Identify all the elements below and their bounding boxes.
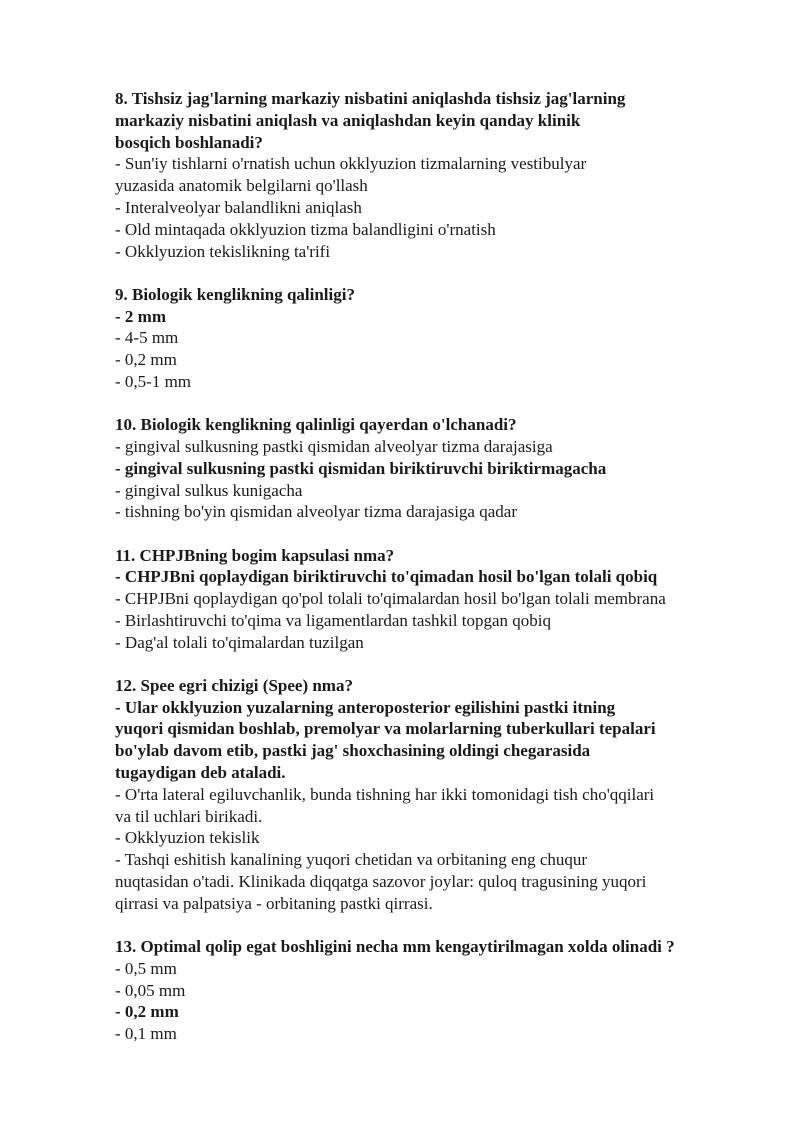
- answer-option-line: - Dag'al tolali to'qimalardan tuzilgan: [115, 632, 364, 652]
- answer-option: [115, 327, 795, 349]
- answer-option-line: yuqori qismidan boshlab, premolyar va molarlarning tuberkullari tepalari: [115, 719, 656, 739]
- question-block: [115, 675, 795, 915]
- question-title-line: markaziy nisbatini aniqlash va aniqlashdan keyin qanday klinik: [115, 110, 581, 130]
- answer-option-line: - Ular okklyuzion yuzalarning anteroposterior egilishini pastki itning: [115, 697, 616, 717]
- answer-option-line: - gingival sulkusning pastki qismidan alveolyar tizma darajasiga: [115, 436, 553, 456]
- question-title: [115, 545, 795, 567]
- answer-option: [115, 588, 795, 610]
- question-title: [115, 936, 795, 958]
- question-title: [115, 284, 795, 306]
- answer-option-line: - 4-5 mm: [115, 328, 179, 348]
- answer-option-line: va til uchlari birikadi.: [115, 806, 263, 826]
- answer-option-line: - O'rta lateral egiluvchanlik, bunda tishning har ikki tomonidagi tish cho'qqilari: [115, 784, 655, 804]
- answer-option-line: qirrasi va palpatsiya - orbitaning pastki qirrasi.: [115, 893, 433, 913]
- answer-option-line: - gingival sulkusning pastki qismidan biriktiruvchi biriktirmagacha: [115, 458, 607, 478]
- answer-option: [115, 632, 795, 654]
- answer-option-line: - Sun'iy tishlarni o'rnatish uchun okklyuzion tizmalarning vestibulyar: [115, 154, 587, 174]
- answer-option-line: - Interalveolyar balandlikni aniqlash: [115, 197, 362, 217]
- answer-option: [115, 219, 795, 241]
- question-title: [115, 414, 795, 436]
- answer-option-line: - 0,05 mm: [115, 980, 186, 1000]
- answer-option: [115, 980, 795, 1002]
- answer-option: [115, 349, 795, 371]
- answer-option-line: tugaydigan deb ataladi.: [115, 763, 286, 783]
- answer-option-correct: [115, 1001, 795, 1023]
- answer-option-line: - Old mintaqada okklyuzion tizma balandligini o'rnatish: [115, 219, 496, 239]
- answer-option: [115, 501, 795, 523]
- answer-option-line: - CHPJBni qoplaydigan qo'pol tolali to'qimalardan hosil bo'lgan tolali membrana: [115, 589, 666, 609]
- answer-option-line: nuqtasidan o'tadi. Klinikada diqqatga sazovor joylar: quloq tragusining yuqori: [115, 872, 647, 892]
- answer-option-line: - Okklyuzion tekislik: [115, 828, 260, 848]
- answer-option-line: - Tashqi eshitish kanalining yuqori chetidan va orbitaning eng chuqur: [115, 850, 588, 870]
- answer-option-line: - tishning bo'yin qismidan alveolyar tizma darajasiga qadar: [115, 502, 517, 522]
- question-title-line: 9. Biologik kenglikning qalinligi?: [115, 284, 355, 304]
- answer-option: [115, 480, 795, 502]
- answer-option: [115, 827, 795, 849]
- question-block: [115, 936, 795, 1045]
- question-block: [115, 414, 795, 523]
- answer-option-line: - 0,5-1 mm: [115, 371, 192, 391]
- question-title-line: 13. Optimal qolip egat boshligini necha mm kengaytirilmagan xolda olinadi ?: [115, 937, 675, 957]
- answer-option-correct: [115, 306, 795, 328]
- answer-option-line: yuzasida anatomik belgilarni qo'llash: [115, 176, 368, 196]
- answer-option: [115, 436, 795, 458]
- question-block: [115, 545, 795, 654]
- answer-option-line: - 0,1 mm: [115, 1024, 177, 1044]
- question-title-line: 10. Biologik kenglikning qalinligi qayerdan o'lchanadi?: [115, 415, 517, 435]
- answer-option-line: - 0,5 mm: [115, 958, 177, 978]
- answer-option: [115, 610, 795, 632]
- question-title: [115, 88, 795, 153]
- answer-option-correct: [115, 697, 795, 784]
- answer-option-line: - CHPJBni qoplaydigan biriktiruvchi to'qimadan hosil bo'lgan tolali qobiq: [115, 567, 658, 587]
- answer-option-line: - 2 mm: [115, 306, 166, 326]
- answer-option-line: - Okklyuzion tekislikning ta'rifi: [115, 241, 331, 261]
- answer-option: [115, 784, 795, 828]
- question-title: [115, 675, 795, 697]
- answer-option-line: - 0,2 mm: [115, 1002, 179, 1022]
- answer-option-line: - Birlashtiruvchi to'qima va ligamentlardan tashkil topgan qobiq: [115, 610, 551, 630]
- question-block: [115, 284, 795, 393]
- question-title-line: 11. CHPJBning bogim kapsulasi nma?: [115, 545, 395, 565]
- question-block: [115, 88, 795, 262]
- question-title-line: 8. Tishsiz jag'larning markaziy nisbatini aniqlashda tishsiz jag'larning: [115, 89, 626, 108]
- document-page: [115, 88, 795, 1066]
- answer-option-correct: [115, 566, 795, 588]
- answer-option: [115, 849, 795, 914]
- answer-option: [115, 958, 795, 980]
- answer-option: [115, 153, 795, 197]
- answer-option: [115, 241, 795, 263]
- answer-option-line: bo'ylab davom etib, pastki jag' shoxchasining oldingi chegarasida: [115, 741, 591, 761]
- answer-option: [115, 371, 795, 393]
- answer-option-correct: [115, 458, 795, 480]
- question-title-line: bosqich boshlanadi?: [115, 132, 263, 152]
- answer-option: [115, 1023, 795, 1045]
- answer-option-line: - 0,2 mm: [115, 350, 177, 370]
- answer-option: [115, 197, 795, 219]
- answer-option-line: - gingival sulkus kunigacha: [115, 480, 303, 500]
- question-title-line: 12. Spee egri chizigi (Spee) nma?: [115, 675, 353, 695]
